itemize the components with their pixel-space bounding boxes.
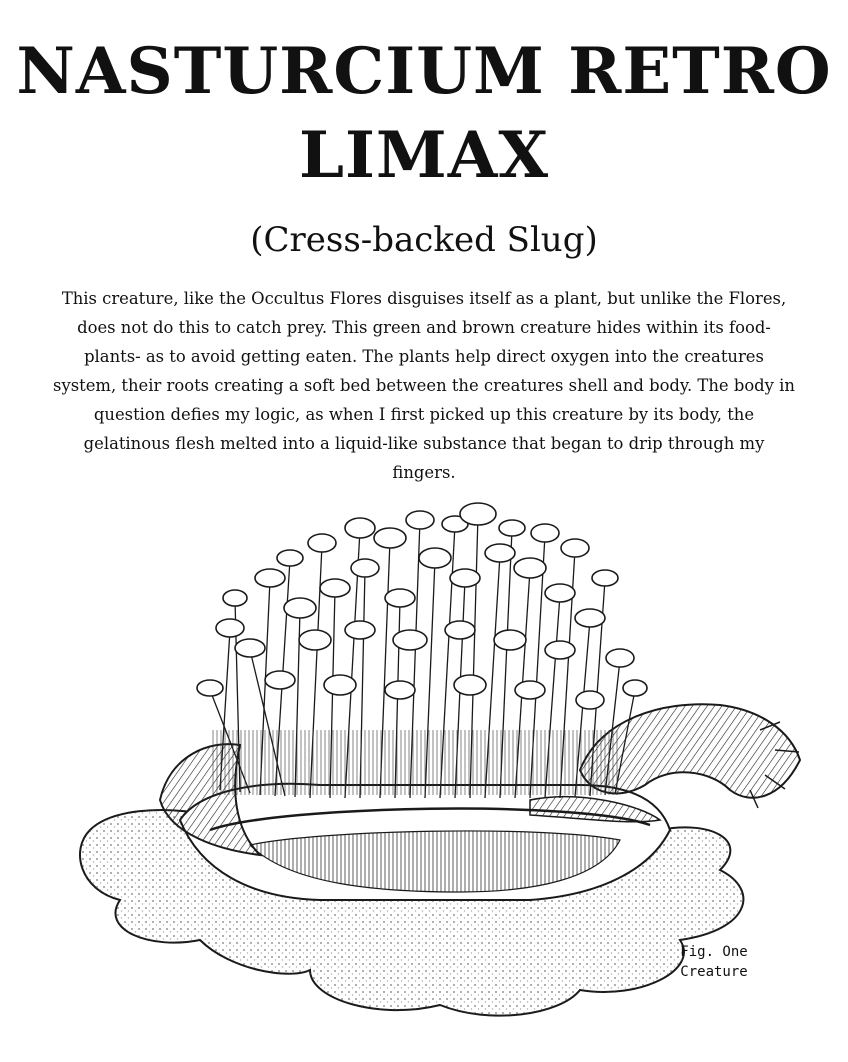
cress-flowers <box>197 503 647 709</box>
figure-caption <box>664 942 764 982</box>
page-title: NASTURCIUM RETRO LIMAX <box>16 34 832 193</box>
page-subtitle: (Cress-backed Slug) <box>250 220 598 260</box>
figure-caption-line-2: Creature <box>680 964 748 980</box>
creature-description: This creature, like the Occultus Flores disguises itself as a plant, but unlike the Flores, does not do this to catch prey. This green and brown creature hides within its food- plants- as to avoid getting eaten. The plants help direct oxygen into the creatures system, their roots creating a soft bed between the creatures shell and body. The body in question defies my logic, as when I first picked up this creature by its body, the gelatinous flesh melted into a liquid-like substance that began to drip through my fingers. <box>53 289 795 482</box>
stem-shading <box>210 730 620 795</box>
figure-caption-line-1: Fig. One <box>680 944 748 960</box>
